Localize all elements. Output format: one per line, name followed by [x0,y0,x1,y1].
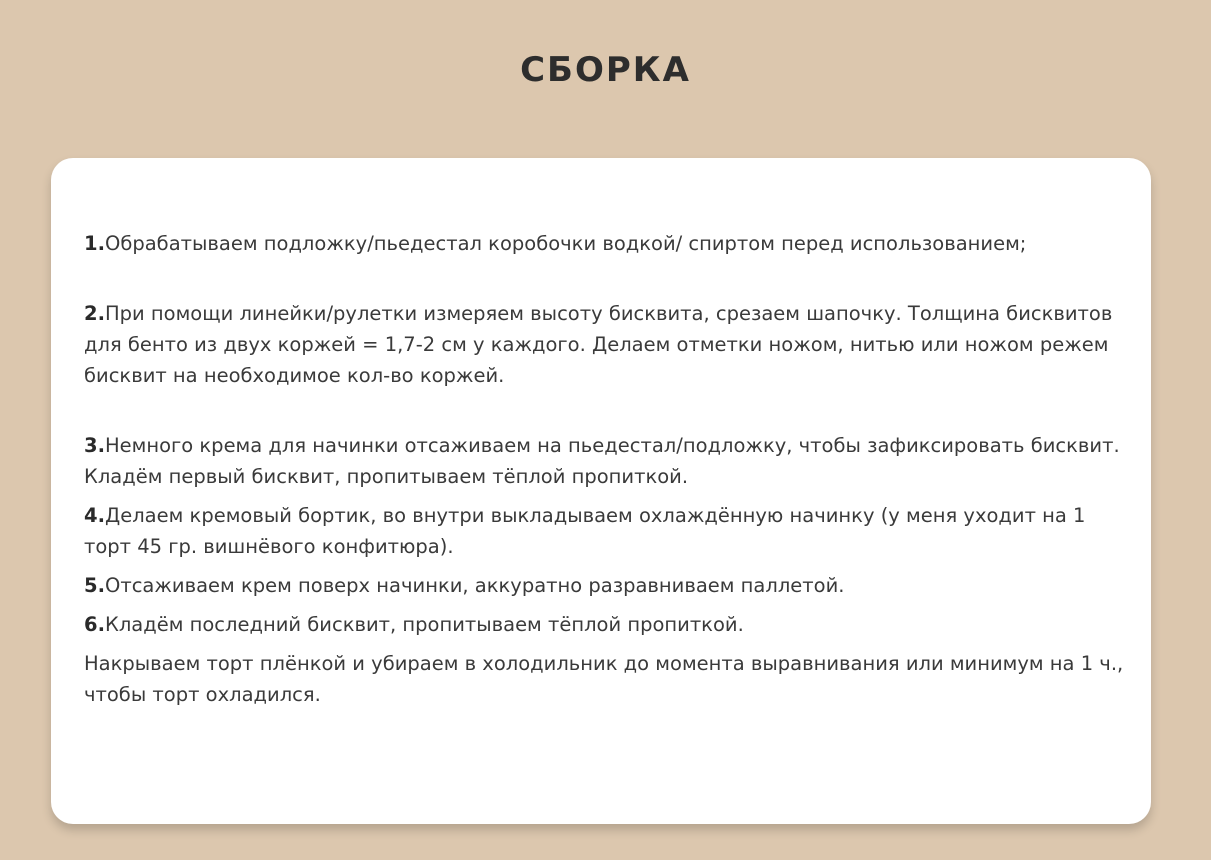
step-3-number: 3. [84,434,105,457]
step-1 [84,228,1124,259]
step-1-text: Обрабатываем подложку/пьедестал коробочки водкой/ спиртом перед использованием; [104,232,1027,255]
step-3 [84,430,1124,492]
page-title: СБОРКА [520,50,691,90]
step-1-number: 1. [84,232,105,255]
step-5-number: 5. [84,574,105,597]
step-6 [84,609,1124,640]
instructions-content [84,228,1124,710]
step-5-text: Отсаживаем крем поверх начинки, аккуратно разравниваем паллетой. [104,574,845,597]
step-4 [84,500,1124,562]
step-6-number: 6. [84,613,105,636]
step-2-number: 2. [84,302,105,325]
step-4-text: Делаем кремовый бортик, во внутри выкладываем охлаждённую начинку (у меня уходит на 1 торт 45 гр. вишнёвого конфитюра). [84,504,1086,558]
step-6-text: Кладём последний бисквит, пропитываем тёплой пропиткой. [104,613,744,636]
step-2 [84,298,1124,391]
step-5 [84,570,1124,601]
step-2-text: При помощи линейки/рулетки измеряем высоту бисквита, срезаем шапочку. Толщина бисквитов для бенто из двух коржей = 1,7-2 см у каждого. Делаем отметки ножом, нитью или ножом режем бисквит на необходимое кол-во коржей. [84,302,1113,387]
step-4-number: 4. [84,504,105,527]
closing-note: Накрываем торт плёнкой и убираем в холодильник до момента выравнивания или минимум на 1 ч., чтобы торт охладился. [84,652,1124,706]
step-3-text: Немного крема для начинки отсаживаем на пьедестал/подложку, чтобы зафиксировать бисквит. Кладём первый бисквит, пропитываем тёплой пропиткой. [84,434,1120,488]
instructions-card [51,158,1151,824]
